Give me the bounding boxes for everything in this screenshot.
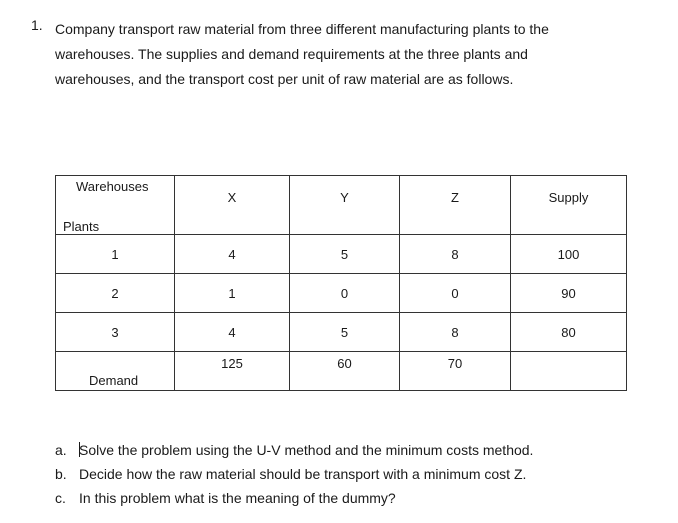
plant-cell: 1 bbox=[56, 235, 175, 274]
transport-table bbox=[55, 175, 627, 391]
demand-cell: 70 bbox=[400, 352, 511, 391]
table-row bbox=[56, 235, 627, 274]
demand-cell: 60 bbox=[290, 352, 400, 391]
cost-cell: 0 bbox=[400, 274, 511, 313]
subquestion-text: In this problem what is the meaning of the dummy? bbox=[79, 490, 396, 506]
cost-cell: 8 bbox=[400, 313, 511, 352]
table-header-row bbox=[56, 176, 627, 235]
column-header-z: Z bbox=[400, 176, 511, 235]
question-line-1: Company transport raw material from three different manufacturing plants to the bbox=[55, 21, 549, 37]
question-line-2: warehouses. The supplies and demand requirements at the three plants and bbox=[55, 46, 528, 62]
corner-cell bbox=[56, 176, 175, 235]
column-header-x: X bbox=[175, 176, 290, 235]
subquestion-text[interactable]: Solve the problem using the U-V method and the minimum costs method. bbox=[79, 442, 534, 458]
supply-cell: 90 bbox=[511, 274, 627, 313]
demand-row bbox=[56, 352, 627, 391]
table-row bbox=[56, 313, 627, 352]
supply-cell: 100 bbox=[511, 235, 627, 274]
cost-cell: 4 bbox=[175, 235, 290, 274]
question-text bbox=[55, 17, 655, 92]
cost-cell: 8 bbox=[400, 235, 511, 274]
warehouses-label: Warehouses bbox=[76, 179, 149, 194]
cost-cell: 5 bbox=[290, 235, 400, 274]
column-header-supply: Supply bbox=[511, 176, 627, 235]
table-row bbox=[56, 274, 627, 313]
demand-cell: 125 bbox=[175, 352, 290, 391]
plants-label: Plants bbox=[63, 219, 100, 234]
subquestion-letter: c. bbox=[55, 490, 66, 506]
cost-cell: 0 bbox=[290, 274, 400, 313]
demand-supply-cell bbox=[511, 352, 627, 391]
plant-cell: 2 bbox=[56, 274, 175, 313]
cost-cell: 5 bbox=[290, 313, 400, 352]
cost-cell: 4 bbox=[175, 313, 290, 352]
question-number: 1. bbox=[31, 17, 43, 33]
demand-label: Demand bbox=[89, 373, 139, 388]
subquestion-letter: b. bbox=[55, 466, 67, 482]
column-header-y: Y bbox=[290, 176, 400, 235]
cost-cell: 1 bbox=[175, 274, 290, 313]
question-line-3: warehouses, and the transport cost per unit of raw material are as follows. bbox=[55, 71, 514, 87]
subquestion-text: Decide how the raw material should be transport with a minimum cost Z. bbox=[79, 466, 527, 482]
subquestion-letter: a. bbox=[55, 442, 67, 458]
demand-label-cell bbox=[56, 352, 175, 391]
plant-cell: 3 bbox=[56, 313, 175, 352]
supply-cell: 80 bbox=[511, 313, 627, 352]
